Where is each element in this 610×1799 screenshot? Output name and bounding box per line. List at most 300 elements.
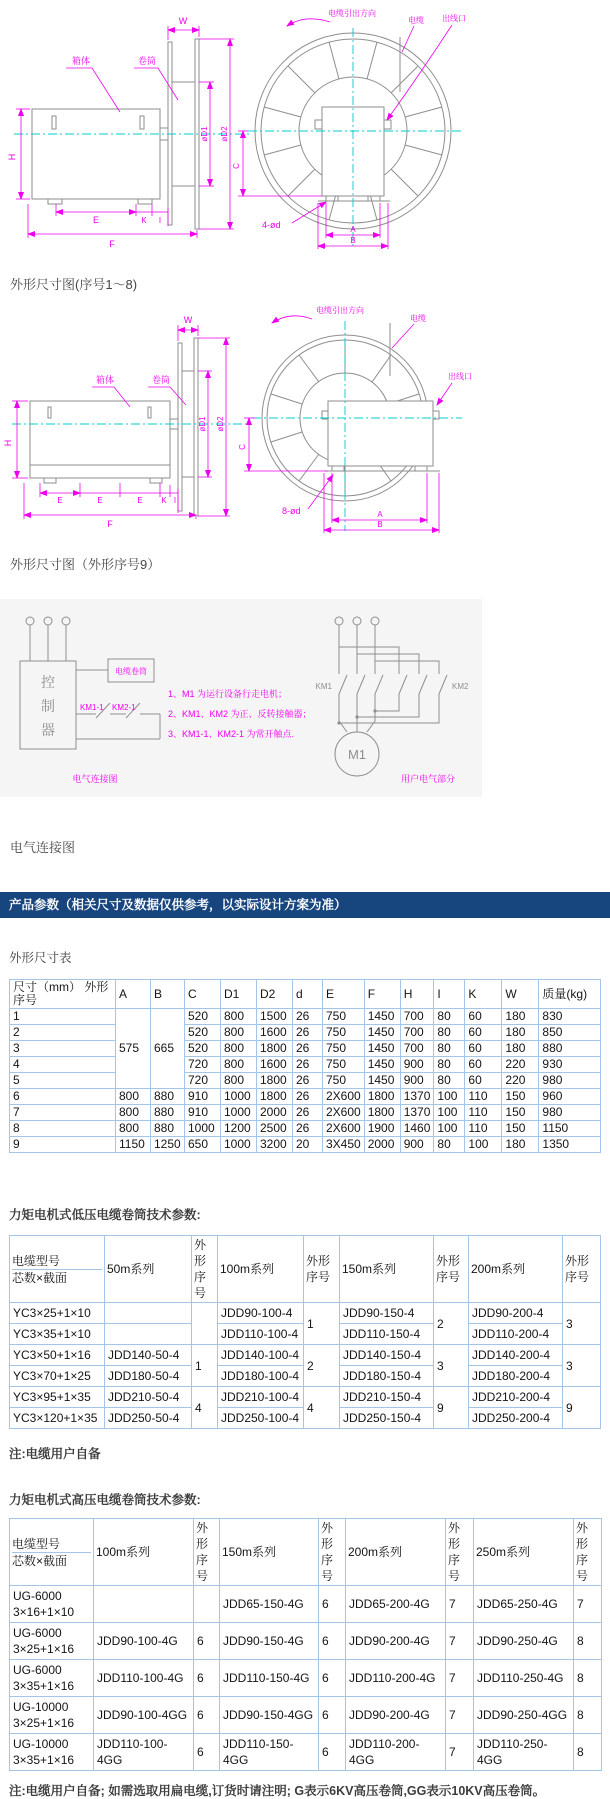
cell: 8 xyxy=(574,1623,602,1660)
cell: 6 xyxy=(319,1697,346,1734)
cell: 150 xyxy=(502,1105,539,1121)
hv-params-table xyxy=(9,1518,602,1771)
cell: 830 xyxy=(539,1009,601,1025)
cell: 1800 xyxy=(257,1089,293,1105)
header-cell: 外形序号 xyxy=(319,1519,346,1586)
cell: JDD65-150-4G xyxy=(220,1586,319,1623)
cell: 665 xyxy=(151,1009,185,1089)
cell: 150 xyxy=(502,1121,539,1137)
outlet-label: 出线口 xyxy=(448,372,472,381)
note-2: 2、KM1、KM2 为正、反转接触器； xyxy=(168,709,312,719)
dim-label-c: C xyxy=(232,163,241,169)
cell: 800 xyxy=(221,1041,257,1057)
cell xyxy=(94,1586,194,1623)
header-cell: 尺寸（mm） 外形序号 xyxy=(10,980,116,1009)
header-cell: D1 xyxy=(221,980,257,1009)
dim-label-d1: øD1 xyxy=(200,126,209,142)
cell: 1000 xyxy=(221,1137,257,1153)
cell: 850 xyxy=(539,1025,601,1041)
cable-label: 电缆 xyxy=(410,314,426,323)
body-label: 箱体 xyxy=(72,56,91,66)
dim-label-f: F xyxy=(109,239,115,249)
cell: JDD110-250-4GG xyxy=(474,1734,574,1771)
cell: 800 xyxy=(221,1057,257,1073)
dim-label-d2: øD2 xyxy=(216,416,225,432)
cell: 6 xyxy=(319,1623,346,1660)
cell: 1150 xyxy=(539,1121,601,1137)
cell: 80 xyxy=(434,1025,465,1041)
table-row xyxy=(10,1137,601,1153)
cell: 180 xyxy=(502,1009,539,1025)
header-cell: K xyxy=(465,980,502,1009)
cell: JDD65-200-4G xyxy=(346,1586,446,1623)
cell: YC3×35+1×10 xyxy=(10,1324,105,1345)
electrical-diagram xyxy=(0,599,610,799)
body-label: 箱体 xyxy=(96,375,115,385)
cell: JDD110-100-4G xyxy=(94,1660,194,1697)
cell: 720 xyxy=(185,1057,221,1073)
cell: 1150 xyxy=(116,1137,151,1153)
cell: 2 xyxy=(10,1025,116,1041)
dim-label-f: F xyxy=(107,519,113,529)
header-cell: 电缆型号 芯数×截面 xyxy=(10,1519,94,1586)
cell: 8 xyxy=(574,1697,602,1734)
caption-drawing-1: 外形尺寸图(序号1～8) xyxy=(10,277,138,292)
cell: JDD140-100-4 xyxy=(218,1345,304,1366)
section-header-product-params: 产品参数（相关尺寸及数据仅供参考，以实际设计方案为准） xyxy=(0,892,610,918)
cell: JDD90-250-4GG xyxy=(474,1697,574,1734)
cell: 3 xyxy=(434,1345,469,1387)
note-3: 3、KM1-1、KM2-1 为常开触点. xyxy=(168,729,295,739)
table-row xyxy=(10,1623,602,1660)
cell: 7 xyxy=(446,1660,474,1697)
dim-label-i: I xyxy=(173,496,177,505)
cell: JDD90-200-4 xyxy=(469,1303,563,1324)
dim-label-d1: øD1 xyxy=(198,416,207,432)
header-cell: B xyxy=(151,980,185,1009)
cell: 110 xyxy=(465,1105,502,1121)
cell: 1000 xyxy=(221,1105,257,1121)
header-cell: C xyxy=(185,980,221,1009)
cell: 980 xyxy=(539,1073,601,1089)
cell: JDD90-200-4G xyxy=(346,1623,446,1660)
cell: 7 xyxy=(10,1105,116,1121)
cell: 1250 xyxy=(151,1137,185,1153)
dim-label-a: A xyxy=(377,510,383,519)
cell: 800 xyxy=(116,1105,151,1121)
header-cell: 150m系列 xyxy=(220,1519,319,1586)
header-cell: 外形序号 xyxy=(192,1236,218,1303)
header-cell: 电缆型号 芯数×截面 xyxy=(10,1236,105,1303)
dim-label-e1: E xyxy=(57,496,63,505)
cell: 2X600 xyxy=(323,1121,365,1137)
lv-params-table xyxy=(9,1235,601,1429)
cell: 8 xyxy=(574,1734,602,1771)
cell: 750 xyxy=(323,1041,365,1057)
dim-label-e3: E xyxy=(137,496,143,505)
controller-char-1: 控 xyxy=(41,674,55,690)
hv-table-title: 力矩电机式高压电缆卷筒技术参数: xyxy=(9,1493,201,1507)
cell: 520 xyxy=(185,1025,221,1041)
cell: 2000 xyxy=(257,1105,293,1121)
motor-label: M1 xyxy=(347,747,367,762)
cell: 180 xyxy=(502,1041,539,1057)
header-cell: 外形序号 xyxy=(304,1236,340,1303)
cell: 930 xyxy=(539,1057,601,1073)
cell: JDD210-100-4 xyxy=(218,1387,304,1408)
header-cell: 50m系列 xyxy=(105,1236,192,1303)
cell: 1 xyxy=(10,1009,116,1025)
cable-direction-label: 电缆引出方向 xyxy=(328,9,376,18)
diagram-right-label: 用户电气部分 xyxy=(400,774,456,784)
cell: JDD90-200-4G xyxy=(346,1697,446,1734)
header-cell: 外形序号 xyxy=(446,1519,474,1586)
header-cell: 200m系列 xyxy=(469,1236,563,1303)
front-view xyxy=(232,8,466,249)
cell: 880 xyxy=(151,1089,185,1105)
cell: 7 xyxy=(446,1697,474,1734)
cell: 6 xyxy=(319,1734,346,1771)
cell: UG-10000 3×25+1×16 xyxy=(10,1697,94,1734)
cell: 700 xyxy=(400,1009,434,1025)
dim-label-c: C xyxy=(238,444,247,450)
cell: 650 xyxy=(185,1137,221,1153)
cell: JDD90-100-4GG xyxy=(94,1697,194,1734)
cell: JDD110-100-4GG xyxy=(94,1734,194,1771)
cell: 1350 xyxy=(539,1137,601,1153)
cell: UG-6000 3×35+1×16 xyxy=(10,1660,94,1697)
cell: 100 xyxy=(465,1137,502,1153)
cell: 26 xyxy=(293,1025,323,1041)
cable-label: 电缆 xyxy=(408,16,424,25)
dim-label-w: W xyxy=(178,16,188,26)
cell: JDD180-200-4 xyxy=(469,1366,563,1387)
cell: UG-6000 3×16+1×10 xyxy=(10,1586,94,1623)
cell: 1450 xyxy=(364,1057,400,1073)
cell: JDD110-150-4 xyxy=(340,1324,434,1345)
cell: JDD250-50-4 xyxy=(105,1408,192,1429)
cell: 1450 xyxy=(364,1041,400,1057)
header-cell: 150m系列 xyxy=(340,1236,434,1303)
cell: 3 xyxy=(563,1345,601,1387)
cell: 1900 xyxy=(364,1121,400,1137)
cell: 2X600 xyxy=(323,1089,365,1105)
cell: 1370 xyxy=(400,1089,434,1105)
outline-drawing-9 xyxy=(0,303,610,538)
cell: JDD110-200-4G xyxy=(346,1660,446,1697)
cell: 6 xyxy=(194,1697,220,1734)
cell: 20 xyxy=(293,1137,323,1153)
cell: JDD210-200-4 xyxy=(469,1387,563,1408)
table-row xyxy=(10,1057,601,1073)
cell: UG-6000 3×25+1×16 xyxy=(10,1623,94,1660)
cell: 100 xyxy=(434,1089,465,1105)
cell: 700 xyxy=(400,1025,434,1041)
cell: 6 xyxy=(194,1623,220,1660)
cell: 720 xyxy=(185,1073,221,1089)
lv-note: 注:电缆用户自备 xyxy=(9,1447,101,1461)
cell: 3200 xyxy=(257,1137,293,1153)
cell: UG-10000 3×35+1×16 xyxy=(10,1734,94,1771)
cell: JDD90-100-4 xyxy=(218,1303,304,1324)
cell: 520 xyxy=(185,1009,221,1025)
cell: 880 xyxy=(539,1041,601,1057)
cell: 1500 xyxy=(257,1009,293,1025)
cell xyxy=(105,1324,192,1345)
cell: 1000 xyxy=(185,1121,221,1137)
drum-label: 卷筒 xyxy=(152,375,171,385)
cell: 750 xyxy=(323,1057,365,1073)
cell: 1450 xyxy=(364,1025,400,1041)
cell: JDD250-150-4 xyxy=(340,1408,434,1429)
cell: 60 xyxy=(465,1057,502,1073)
cell: 80 xyxy=(434,1041,465,1057)
cell: 80 xyxy=(434,1137,465,1153)
cell: 3 xyxy=(10,1041,116,1057)
side-view xyxy=(3,315,248,529)
cell: 7 xyxy=(446,1586,474,1623)
outline-drawing-1-8 xyxy=(0,4,610,254)
cell: 1370 xyxy=(400,1105,434,1121)
cell: JDD110-200-4GG xyxy=(346,1734,446,1771)
dim-label-a: A xyxy=(350,225,356,234)
cell: 6 xyxy=(319,1586,346,1623)
cell: 180 xyxy=(502,1025,539,1041)
header-cell: 外形序号 xyxy=(434,1236,469,1303)
header-cell: 200m系列 xyxy=(346,1519,446,1586)
table-row xyxy=(10,1121,601,1137)
cell: JDD110-250-4G xyxy=(474,1660,574,1697)
cell xyxy=(194,1586,220,1623)
cell: JDD140-150-4 xyxy=(340,1345,434,1366)
table-row xyxy=(10,1697,602,1734)
cell: 1 xyxy=(192,1345,218,1387)
cell: 80 xyxy=(434,1009,465,1025)
header-cell: 外形序号 xyxy=(563,1236,601,1303)
header-cell: 质量(kg) xyxy=(539,980,601,1009)
header-cell: H xyxy=(400,980,434,1009)
cell: 1000 xyxy=(221,1089,257,1105)
header-cell: D2 xyxy=(257,980,293,1009)
cell: 1800 xyxy=(257,1041,293,1057)
cell: JDD210-150-4 xyxy=(340,1387,434,1408)
cell: 110 xyxy=(465,1089,502,1105)
cell: 26 xyxy=(293,1121,323,1137)
cell: 1600 xyxy=(257,1057,293,1073)
header-cell: F xyxy=(364,980,400,1009)
cell: 6 xyxy=(194,1734,220,1771)
header-cell: E xyxy=(323,980,365,1009)
cell: 6 xyxy=(10,1089,116,1105)
cell: JDD90-100-4G xyxy=(94,1623,194,1660)
bolt-label: 8-ød xyxy=(282,506,301,516)
cell: 100 xyxy=(434,1121,465,1137)
dim-label-k: K xyxy=(141,216,147,225)
cell: 8 xyxy=(574,1660,602,1697)
table-row xyxy=(10,1025,601,1041)
cell: 800 xyxy=(221,1025,257,1041)
cell: 80 xyxy=(434,1057,465,1073)
dim-table-title: 外形尺寸表 xyxy=(9,951,72,965)
cell: JDD210-50-4 xyxy=(105,1387,192,1408)
cell: JDD250-200-4 xyxy=(469,1408,563,1429)
caption-drawing-2: 外形尺寸图（外形序号9） xyxy=(10,557,161,572)
cell: 220 xyxy=(502,1073,539,1089)
cell: YC3×50+1×16 xyxy=(10,1345,105,1366)
controller-char-3: 器 xyxy=(41,722,55,738)
table-header-row xyxy=(10,1236,601,1303)
cell: YC3×70+1×25 xyxy=(10,1366,105,1387)
cell: 26 xyxy=(293,1041,323,1057)
cell: 900 xyxy=(400,1073,434,1089)
header-cell: 100m系列 xyxy=(94,1519,194,1586)
cell: 3 xyxy=(563,1303,601,1345)
cell: 60 xyxy=(465,1041,502,1057)
table-row xyxy=(10,1303,601,1324)
cell: JDD110-150-4GG xyxy=(220,1734,319,1771)
cell: 910 xyxy=(185,1089,221,1105)
cell: 800 xyxy=(116,1121,151,1137)
cell: JDD180-100-4 xyxy=(218,1366,304,1387)
cell: 1600 xyxy=(257,1025,293,1041)
cell: 26 xyxy=(293,1009,323,1025)
table-row xyxy=(10,1734,602,1771)
cell: 26 xyxy=(293,1105,323,1121)
header-cell: 250m系列 xyxy=(474,1519,574,1586)
cell: 110 xyxy=(465,1121,502,1137)
dim-label-i: I xyxy=(158,216,162,225)
cell: YC3×95+1×35 xyxy=(10,1387,105,1408)
cell: 180 xyxy=(502,1137,539,1153)
km1-label: KM1 xyxy=(315,682,332,691)
cell: 9 xyxy=(563,1387,601,1429)
electrical-diagram-svg xyxy=(0,599,610,799)
cell: YC3×25+1×10 xyxy=(10,1303,105,1324)
cell: 2 xyxy=(304,1345,340,1387)
cell: YC3×120+1×35 xyxy=(10,1408,105,1429)
dim-label-d2: øD2 xyxy=(220,126,229,142)
cell: 9 xyxy=(434,1387,469,1429)
cell: 26 xyxy=(293,1089,323,1105)
cell: JDD90-150-4GG xyxy=(220,1697,319,1734)
cell: 150 xyxy=(502,1089,539,1105)
dimension-table xyxy=(9,979,601,1153)
header-cell: A xyxy=(116,980,151,1009)
cell: 1800 xyxy=(257,1073,293,1089)
dim-label-k: K xyxy=(161,496,167,505)
cell: JDD110-200-4 xyxy=(469,1324,563,1345)
cell: 26 xyxy=(293,1057,323,1073)
header-cell: 100m系列 xyxy=(218,1236,304,1303)
cell: 575 xyxy=(116,1009,151,1089)
header-cell: d xyxy=(293,980,323,1009)
cell: 6 xyxy=(194,1660,220,1697)
cell: 520 xyxy=(185,1041,221,1057)
cell: 750 xyxy=(323,1009,365,1025)
cell: 60 xyxy=(465,1073,502,1089)
table-row xyxy=(10,1073,601,1089)
cell: 750 xyxy=(323,1025,365,1041)
cell: 100 xyxy=(434,1105,465,1121)
outline-drawing-9-svg xyxy=(0,303,610,538)
dim-label-h: H xyxy=(7,153,17,161)
dim-label-e: E xyxy=(92,215,100,225)
side-view xyxy=(7,16,250,249)
cell: 8 xyxy=(10,1121,116,1137)
table-row xyxy=(10,1345,601,1366)
cell: 900 xyxy=(400,1137,434,1153)
cell: 2X600 xyxy=(323,1105,365,1121)
cell: 9 xyxy=(10,1137,116,1153)
table-header-row xyxy=(10,980,601,1009)
cell: JDD110-100-4 xyxy=(218,1324,304,1345)
cell: 1450 xyxy=(364,1009,400,1025)
cell: 800 xyxy=(221,1009,257,1025)
table-row xyxy=(10,1089,601,1105)
cell: 2500 xyxy=(257,1121,293,1137)
cell: JDD65-250-4G xyxy=(474,1586,574,1623)
cell: 60 xyxy=(465,1025,502,1041)
front-view xyxy=(238,305,472,533)
km2-1-label: KM2-1 xyxy=(112,703,136,712)
cell: 5 xyxy=(10,1073,116,1089)
outlet-label: 出线口 xyxy=(442,14,466,23)
header-cell: I xyxy=(434,980,465,1009)
cell: 26 xyxy=(293,1073,323,1089)
table-header-row xyxy=(10,1519,602,1586)
cell xyxy=(192,1303,218,1345)
cell: 900 xyxy=(400,1057,434,1073)
cell: 980 xyxy=(539,1105,601,1121)
cell: 800 xyxy=(116,1089,151,1105)
cell: 4 xyxy=(192,1387,218,1429)
cell: JDD90-150-4G xyxy=(220,1623,319,1660)
table-row xyxy=(10,1586,602,1623)
cell: JDD110-150-4G xyxy=(220,1660,319,1697)
table-row xyxy=(10,1660,602,1697)
cell: 7 xyxy=(574,1586,602,1623)
cell: 4 xyxy=(304,1387,340,1429)
table-row xyxy=(10,1009,601,1025)
diagram-left-label: 电气连接图 xyxy=(72,774,118,784)
hv-note: 注:电缆用户自备; 如需选取用扁电缆,订货时请注明; G表示6KV高压卷筒,GG表示10KV高压卷筒。 xyxy=(9,1784,546,1798)
cable-reel-box-label: 电缆卷筒 xyxy=(115,667,147,676)
cell: 880 xyxy=(151,1105,185,1121)
cell: 960 xyxy=(539,1089,601,1105)
cell: 1800 xyxy=(364,1089,400,1105)
cell: 1460 xyxy=(400,1121,434,1137)
cell: 80 xyxy=(434,1073,465,1089)
header-cell: 外形序号 xyxy=(194,1519,220,1586)
cell: 4 xyxy=(10,1057,116,1073)
dim-label-h: H xyxy=(3,439,13,447)
header-cell: 外形序号 xyxy=(574,1519,602,1586)
note-1: 1、M1 为运行设备行走电机； xyxy=(168,689,288,699)
cell: 750 xyxy=(323,1073,365,1089)
controller-char-2: 制 xyxy=(41,698,55,714)
cell: 700 xyxy=(400,1041,434,1057)
km2-label: KM2 xyxy=(452,682,469,691)
cell: JDD90-150-4 xyxy=(340,1303,434,1324)
cable-direction-label: 电缆引出方向 xyxy=(316,306,364,315)
dim-label-b: B xyxy=(350,236,356,245)
bolt-label: 4-ød xyxy=(262,220,281,230)
cell: 1200 xyxy=(221,1121,257,1137)
caption-drawing-3: 电气连接图 xyxy=(10,840,76,855)
dim-label-e2: E xyxy=(97,496,103,505)
cell: 60 xyxy=(465,1009,502,1025)
cell: JDD250-100-4 xyxy=(218,1408,304,1429)
